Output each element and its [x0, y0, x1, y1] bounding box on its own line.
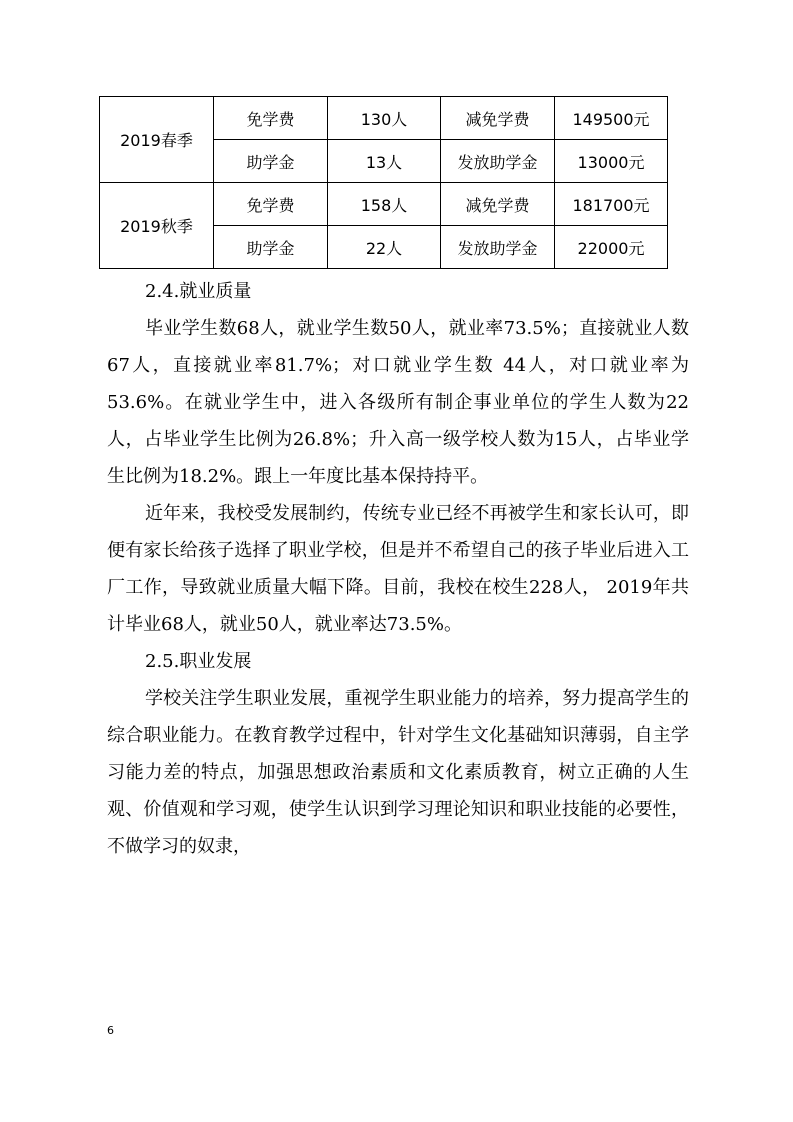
table-cell: 149500元	[555, 97, 668, 140]
table-row	[100, 97, 668, 140]
section-heading-employment-quality: 2.4.就业质量	[145, 281, 252, 302]
table-cell: 助学金	[214, 226, 328, 269]
table-cell: 助学金	[214, 140, 328, 183]
table-cell: 181700元	[555, 183, 668, 226]
page-number: 6	[107, 1024, 114, 1037]
table-cell: 发放助学金	[441, 140, 555, 183]
table-cell: 减免学费	[441, 183, 555, 226]
table-cell: 免学费	[214, 97, 328, 140]
document-body	[107, 273, 689, 865]
paragraph: 毕业学生数68人，就业学生数50人，就业率73.5%；直接就业人数67人，直接就业率81.7%；对口就业学生数 44人，对口就业率为53.6%。在就业学生中，进入各级所有制企事业单位的学生人数为22人，占毕业学生比例为26.8%；升入高一级学校人数为15人，占毕业学生比例为18.2%。跟上一年度比基本保持持平。	[107, 318, 689, 487]
section-heading-career-development: 2.5.职业发展	[145, 651, 252, 672]
subsidy-table	[99, 96, 668, 269]
table-cell: 减免学费	[441, 97, 555, 140]
paragraph: 近年来，我校受发展制约，传统专业已经不再被学生和家长认可，即便有家长给孩子选择了职业学校，但是并不希望自己的孩子毕业后进入工厂工作，导致就业质量大幅下降。目前，我校在校生228人， 2019年共计毕业68人，就业50人，就业率达73.5%。	[107, 503, 689, 635]
paragraph: 学校关注学生职业发展，重视学生职业能力的培养，努力提高学生的综合职业能力。在教育教学过程中，针对学生文化基础知识薄弱，自主学习能力差的特点，加强思想政治素质和文化素质教育，树立正确的人生观、价值观和学习观，使学生认识到学习理论知识和职业技能的必要性，不做学习的奴隶，	[107, 688, 689, 857]
table-cell: 158人	[328, 183, 441, 226]
table-cell: 22人	[328, 226, 441, 269]
table-cell: 13人	[328, 140, 441, 183]
subsidy-table-container	[99, 96, 667, 269]
table-cell: 130人	[328, 97, 441, 140]
table-cell: 13000元	[555, 140, 668, 183]
table-cell: 免学费	[214, 183, 328, 226]
table-row	[100, 183, 668, 226]
table-cell: 发放助学金	[441, 226, 555, 269]
table-cell: 22000元	[555, 226, 668, 269]
term-cell: 2019秋季	[100, 183, 214, 269]
term-cell: 2019春季	[100, 97, 214, 183]
